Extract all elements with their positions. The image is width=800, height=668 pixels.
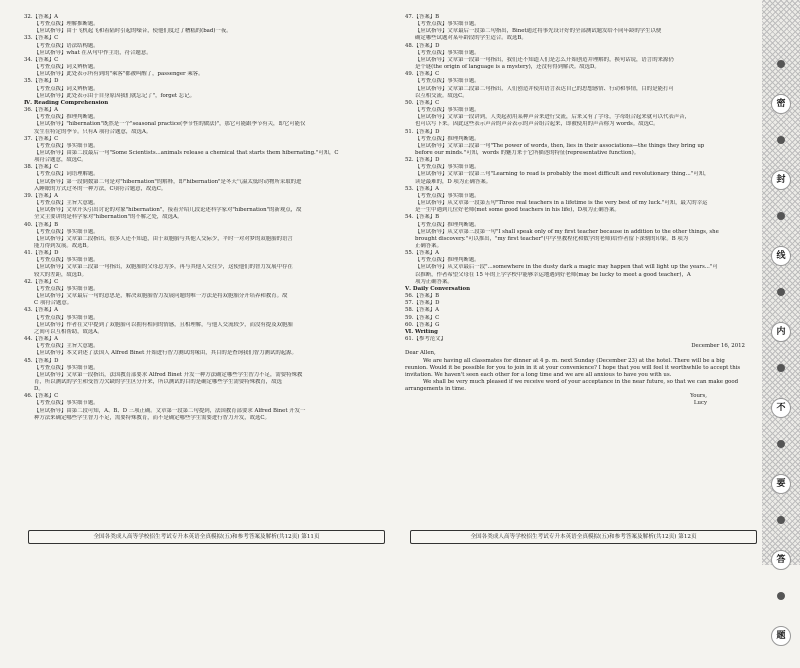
left-page-line: 入睡眠的方式过冬的一种方法，C项符合题意，故选C。	[34, 185, 167, 192]
right-page-line: 正确答案。	[415, 243, 442, 249]
left-page-line: 33.【答案】C	[24, 35, 59, 42]
left-page-line: 45.【答案】D	[24, 357, 59, 364]
right-page-line: 【考查点拨】事实细节题。	[415, 78, 480, 85]
gutter-dot	[777, 516, 785, 524]
left-page-line: 育，所以测试的学生和受智力欠缺的学生区分开来，所以测试的目的是确定哪些学生需要特殊教育，故选	[34, 378, 282, 385]
letter-line: We shall be very much pleased if we receive word of your acceptance in the near future, so that we can make good	[423, 378, 739, 385]
right-page-line: 以互相交流。故选C。	[415, 92, 468, 99]
gutter-dot	[777, 60, 785, 68]
right-page-line: 48.【答案】D	[405, 42, 440, 49]
gutter-char: 题	[771, 626, 791, 646]
gutter-char: 答	[771, 550, 791, 570]
left-page-line: 【考查点拨】推理判断题。	[34, 114, 99, 121]
right-page-line: brought discovery."可以推出，"my first teacher"(中学里教程化和数学的老师)给作者留下深刻的印象。B 项为	[415, 235, 689, 242]
right-page-line: 【考查点拨】推理判断题。	[415, 257, 480, 264]
right-page	[405, 14, 755, 524]
letter-paragraph-1	[405, 358, 755, 379]
gutter-dot	[777, 364, 785, 372]
right-page-line: 55.【答案】A	[405, 250, 440, 257]
left-page	[24, 14, 389, 524]
left-page-line: 发生在特定的季节。只有A 项符合题意，故选A。	[34, 128, 152, 135]
left-page-line: 【应试指导】此处表示由于自身原因我们就忘记了"，forget 忘记。	[34, 92, 195, 99]
left-page-line: 能力得到发展。故选B。	[34, 243, 92, 249]
right-page-line: 54.【答案】B	[405, 214, 440, 221]
left-page-line: 【应试指导】文章最后一句的意思是，解决双胞胎智力发展问题的唯一方法是将双胞胎分开培养和教育。故	[34, 293, 288, 300]
left-page-line: 42.【答案】C	[24, 278, 59, 285]
letter-line: reunion. Would it be possible for you to join in it at your convenience? I hope that you will feel it worthwhile to accept this	[405, 364, 741, 371]
right-page-line: 52.【答案】D	[405, 157, 440, 164]
right-page-line: 也可以写下来。因此这些表示声音的声音表示的声音组合起来，即被使用的声音称为 words。故选C。	[415, 121, 659, 128]
right-page-line: 【考查点拨】事实细节题。	[415, 21, 480, 28]
left-page-line: 【应试指导】"hibernation"既然是一个"seasonal practice(季节性的做法)"，那它可能跟季节有关，即它可能仅	[34, 121, 306, 128]
gutter-dot	[777, 136, 785, 144]
left-page-line: 【应试指导】由于飞机起飞和着陆时引起的噪音，使他们度过了糟糕的(bad)一夜。	[34, 28, 232, 35]
gutter-char: 线	[771, 246, 791, 266]
right-page-line: 是一生中遇到几位好老师(met some good teachers in his life)，D项为正确答案。	[415, 207, 620, 214]
left-page-line: 【应试指导】由第二段可知，A、B、D 三项正确。文章第一段第二句提到，法国教育部要求 Alfred Binet 开发一	[34, 407, 306, 414]
left-page-line: 【应试指导】文章第三段第一句指出，双胞胎的父母总为多，再与其他人交往少，这使他们的智力发展中存在	[34, 264, 293, 271]
left-page-line: 34.【答案】C	[24, 56, 59, 63]
right-page-line: before our minds."可知，words 的魅力来于它所描述的特征(representative function)。	[415, 149, 640, 156]
right-page-line: 51.【答案】D	[405, 128, 440, 135]
right-page-footer: 全国各类成人高等学校招生考试专升本英语全真模拟(五)和参考答案及解析(共12页) 第12页	[410, 530, 757, 544]
left-page-line: 【考查点拨】事实细节题。	[34, 228, 99, 235]
gutter-char: 内	[771, 322, 791, 342]
right-page-line: 47.【答案】B	[405, 14, 440, 20]
right-page-line: 56.【答案】B	[405, 293, 440, 300]
left-page-line: 【应试指导】文章第一段指出，法国教育部要求 Alfred Binet 开发一种方法确定哪些学生智力不足，需要特殊教	[34, 371, 303, 378]
letter-closing: Yours,	[690, 393, 707, 400]
left-page-line: 【应试指导】本文讲述了法国人 Alfred Binet 开始进行智力测试的缘由，其目的是查询我们智力测试的起源。	[34, 350, 297, 357]
right-page-line: Ⅵ. Writing	[405, 328, 438, 335]
letter-signature: Lucy	[693, 400, 707, 407]
left-page-line: 【考查点拨】事实细节题。	[34, 142, 99, 149]
left-page-footer: 全国各类成人高等学校招生考试专升本英语全真模拟(五)和参考答案及解析(共12页) 第11页	[28, 530, 385, 544]
right-page-line: 【应试指导】文章第一段第一句指出，我们还不知道人们是怎么开始创造并理解的，换句话说，语言的来源仍	[415, 56, 674, 63]
right-page-line: Ⅴ. Daily Conversation	[405, 285, 470, 292]
right-page-line: 确定哪些试题对某年龄段的学生适合。故选B。	[415, 35, 527, 42]
right-page-line: 【应试指导】从文章最后一段"...somewhere in the dusty dark a magic may happen that will light up the years..."可	[415, 264, 718, 271]
letter-paragraph-2	[405, 379, 755, 393]
left-page-line: D。	[34, 386, 44, 393]
left-page-line: 【应试指导】文章第二段指出，很多人还不知道，由于双胞胎与其他人交际少，平时一对对梦的双胞胎的语言	[34, 235, 293, 242]
left-page-line: 36.【答案】A	[24, 107, 59, 114]
letter	[405, 343, 755, 407]
right-page-line: 【考查点拨】事实细节题。	[415, 192, 480, 199]
left-page-line: 种方法来确定哪些学生智力不足，需要特殊教育，而不是确定哪些学生需要进行智力开发，故选C。	[34, 414, 270, 421]
gutter-dot	[777, 288, 785, 296]
left-page-line: 37.【答案】C	[24, 135, 59, 142]
left-page-line: 【应试指导】此处表示所有到的"乘客"都被叫醒了，passenger 乘客。	[34, 71, 204, 78]
letter-line: invitation. We haven't seen each other for a long time and we are all anxious to have you with us.	[405, 371, 672, 378]
left-page-line: 【考查点拨】事实细节题。	[34, 400, 99, 407]
left-page-line: C 项符合题意。	[34, 300, 73, 307]
right-page-line: 53.【答案】A	[405, 185, 440, 192]
letter-line: We are having all classmates for dinner at 4 p. m. next Sunday (December 23) at the hotel. There will be a big	[423, 357, 725, 364]
letter-line: arrangements in time.	[405, 386, 466, 393]
gutter-dot	[777, 440, 785, 448]
left-page-line: 【考查点拨】事实细节题。	[34, 364, 99, 371]
left-page-line: 32.【答案】A	[24, 14, 59, 20]
gutter-dot	[777, 212, 785, 220]
gutter-char: 密	[771, 94, 791, 114]
left-page-line: 【考查点拨】词义辨析题。	[34, 85, 99, 92]
left-page-line: 【考查点拨】语法结构题。	[34, 42, 99, 49]
right-page-line: 是个谜(the origin of language is a mystery)，还没有得到解决。故选D。	[415, 64, 600, 71]
right-page-line: 【应试指导】文章第一段讲到，人类起初用某种声音来进行交流，后来又有了字母，字母组合起来就可以代表声音，	[415, 114, 690, 121]
left-page-line: 【应试指导】what 在从句中作主语，符合题意。	[34, 49, 152, 56]
left-page-line: 【应试指导】作者在文中提到了双胞胎可以拥有相同的情感，且相理解，与他人交流较少，而没有提及双胞胎	[34, 321, 293, 328]
left-page-line: 【考查点拨】事实细节题。	[34, 257, 99, 264]
left-page-line: 38.【答案】C	[24, 164, 59, 171]
left-page-line: 【考查点拨】词语理解题。	[34, 171, 99, 178]
right-page-line: 【应试指导】文章第二段第二句指出，人们创造并使用语言表达自己的思想感情、行动和事情，目的是能打可	[415, 85, 674, 92]
left-page-line: 46.【答案】C	[24, 393, 59, 400]
right-page-line: 59.【答案】C	[405, 314, 440, 321]
right-page-line: 【应试指导】文章第三段第一句"The power of words, then, lies in their associations—the things they bring up	[415, 142, 705, 149]
right-page-line: 【考查点拨】事实细节题。	[415, 164, 480, 171]
gutter-char: 封	[771, 170, 791, 190]
left-page-line: 全文主要讲的是科学家对"hibernation"的不解之处，故选A。	[34, 214, 183, 221]
right-page-line: 【应试指导】从文章第三段第一句"I shall speak only of my first teacher because in addition to the other things, she	[415, 228, 719, 235]
right-page-line: 61.【参考范文】	[405, 336, 446, 343]
left-page-line: 39.【答案】A	[24, 192, 59, 199]
left-page-line: 【考查点拨】主旨大意题。	[34, 343, 99, 350]
left-page-line: 44.【答案】A	[24, 336, 59, 343]
left-page-line: 41.【答案】D	[24, 250, 59, 257]
left-page-line: 之间可以互相帮助，故选A。	[34, 328, 103, 335]
letter-date: December 16, 2012	[691, 343, 745, 350]
letter-salutation: Dear Allen,	[405, 350, 436, 357]
right-page-line: 49.【答案】C	[405, 71, 440, 78]
left-page-line: 35.【答案】D	[24, 78, 59, 85]
gutter-char: 不	[771, 398, 791, 418]
right-page-line: 57.【答案】D	[405, 300, 440, 307]
left-page-line: 【应试指导】第一段倒数第二句是对"hibernation"的解释，即"hibernation"是冬天气温太低时动物所采取的进	[34, 178, 302, 185]
right-page-line: 读是最难的，D 项为正确答案。	[415, 178, 492, 185]
gutter-char: 要	[771, 474, 791, 494]
left-page-line: 项符合题意，故选C。	[34, 157, 87, 164]
gutter-dot	[777, 592, 785, 600]
left-page-line: 【应试指导】由第二段最后一句"Some Scientists...animals release a chemical that starts them hibernating."可知，C	[34, 149, 339, 156]
left-page-line: 【考查点拨】词义辨析题。	[34, 64, 99, 71]
left-page-line: 【考查点拨】理解推断题。	[34, 21, 99, 28]
left-page-line: 【应试指导】文章开头引出讨论的对象"hibernation"，接着介绍几段论述科学家对"hibernation"的新观点，故	[34, 207, 302, 214]
left-page-line: 【考查点拨】事实细节题。	[34, 285, 99, 292]
left-page-line: 【考查点拨】事实细节题。	[34, 314, 99, 321]
right-page-line: 58.【答案】A	[405, 307, 440, 314]
left-page-line: 40.【答案】B	[24, 221, 59, 228]
right-page-answers	[405, 14, 755, 343]
left-page-line: 较大的差距，故选D。	[34, 271, 87, 278]
right-page-line: 【考查点拨】推理判断题。	[415, 221, 480, 228]
right-page-line: 【考查点拨】推理判断题。	[415, 135, 480, 142]
right-page-line: 【应试指导】文章最后一段第二句指出，Binet通过将事先设计好的全部测试题发给不同年龄的学生以便	[415, 28, 662, 35]
right-page-line: 项为正确答案。	[415, 278, 453, 285]
right-page-line: 60.【答案】G	[405, 321, 440, 328]
left-page-line: 43.【答案】A	[24, 307, 59, 314]
right-page-line: 【考查点拨】事实细节题。	[415, 49, 480, 56]
left-page-line: Ⅳ. Reading Comprehension	[24, 99, 109, 106]
left-page-line: 【考查点拨】主旨大意题。	[34, 200, 99, 207]
right-page-line: 【考查点拨】事实细节题。	[415, 107, 480, 114]
seal-line-notice	[766, 60, 796, 668]
right-page-line: 以推断，作者希望父母在 15 年的上学学校中能够幸运地遇到好老师(may be lucky to meet a good teacher)，A	[415, 271, 691, 278]
right-page-line: 50.【答案】C	[405, 99, 440, 106]
right-page-line: 【应试指导】从文章第一段第五句"Three real teachers in a lifetime is the very best of my luck."可知，最大的幸运	[415, 200, 708, 207]
right-page-line: 【应试指导】文章第一段第三句"Learning to read is probably the most difficult and revolutionary thing..."可知，	[415, 171, 710, 178]
